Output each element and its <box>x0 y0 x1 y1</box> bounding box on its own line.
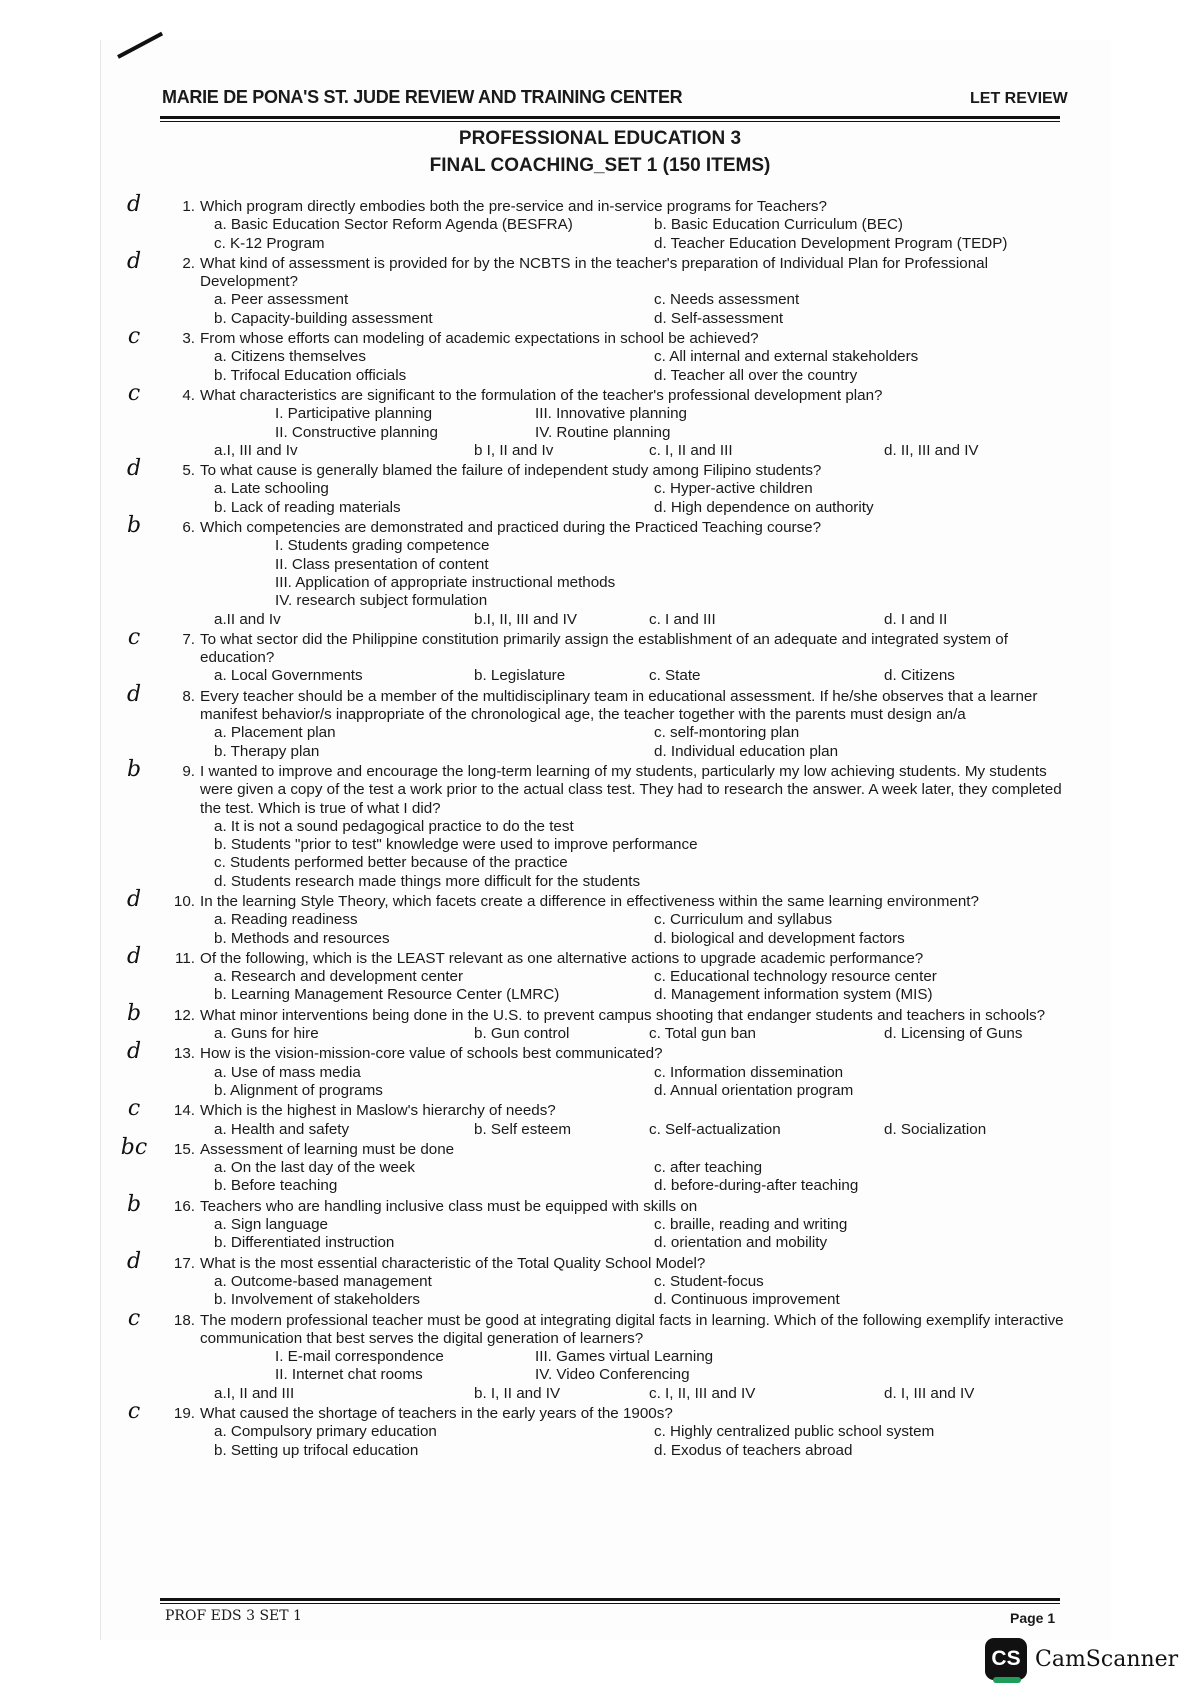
answer-option-group <box>214 818 1070 891</box>
handwritten-answer: d <box>126 248 142 274</box>
answer-option: b. Learning Management Resource Center (LMRC) <box>214 986 560 1004</box>
question-item <box>120 456 1070 517</box>
answer-option: c. after teaching <box>654 1159 763 1177</box>
question-item <box>120 1134 1070 1196</box>
question-item <box>120 943 1070 1005</box>
answer-choice: d. Socialization <box>884 1120 987 1138</box>
roman-item: III. Innovative planning <box>535 405 687 423</box>
question-number: 19. <box>173 1405 195 1422</box>
question-number: 10. <box>173 892 195 910</box>
question-number: 2. <box>182 254 195 272</box>
header-rule <box>160 116 1060 119</box>
handwritten-answer: d <box>126 943 142 969</box>
question-text: From whose efforts can modeling of academic expectations in school be achieved? <box>200 330 759 348</box>
answer-option: c. K-12 Program <box>214 234 325 252</box>
question-number: 11. <box>175 949 195 967</box>
question-text: Assessment of learning must be done <box>200 1140 455 1158</box>
roman-item-group <box>275 1348 1070 1385</box>
question-number: 7. <box>182 630 195 648</box>
question-number: 12. <box>173 1006 195 1024</box>
answer-option-group <box>214 1159 1070 1196</box>
answer-option-group <box>214 216 1070 253</box>
handwritten-answer: b <box>126 1000 142 1026</box>
answer-option: a. Peer assessment <box>214 291 349 309</box>
answer-choice: a.I, II and III <box>214 1384 295 1402</box>
answer-option: a. Compulsory primary education <box>214 1423 437 1441</box>
answer-option: a. Sign language <box>214 1216 329 1234</box>
question-text: The modern professional teacher must be good at integrating digital facts in learning. Which of the following exemplify interactive communication that best serves the digital generation of learners? <box>200 1311 1064 1347</box>
handwritten-answer: bc <box>120 1134 148 1160</box>
answer-choice: d. I, III and IV <box>884 1384 975 1402</box>
handwritten-answer: d <box>126 456 142 482</box>
answer-option: b. Basic Education Curriculum (BEC) <box>654 216 903 234</box>
answer-option: d. before-during-after teaching <box>654 1177 859 1195</box>
question-text: I wanted to improve and encourage the long-term learning of my students, particularly my low achieving students. My students were given a copy of the test a work prior to the actual class test. They had to research the answer. A week later, they completed the test. Which is true of what I did? <box>200 762 1062 817</box>
answer-option: c. Needs assessment <box>654 291 800 309</box>
question-number: 6. <box>182 519 195 537</box>
question-item <box>120 1305 1070 1403</box>
answer-option: c. Students performed better because of the practice <box>214 854 568 872</box>
answer-option: a. Basic Education Sector Reform Agenda (BESFRA) <box>214 216 573 234</box>
answer-option: d. orientation and mobility <box>654 1234 828 1252</box>
answer-option: c. Student-focus <box>654 1272 764 1290</box>
question-text: In the learning Style Theory, which facets create a difference in effectiveness within the same learning environment? <box>200 892 979 910</box>
answer-option-group <box>214 1423 1070 1460</box>
answer-option: b. Alignment of programs <box>214 1081 383 1099</box>
answer-option: c. self-montoring plan <box>654 724 800 742</box>
question-item <box>120 886 1070 948</box>
answer-option: c. Educational technology resource center <box>654 968 937 986</box>
answer-option: b. Involvement of stakeholders <box>214 1291 420 1309</box>
handwritten-answer: b <box>126 756 142 782</box>
roman-item: I. Participative planning <box>275 405 433 423</box>
answer-choice: c. Self-actualization <box>649 1120 781 1138</box>
question-number: 13. <box>173 1045 195 1063</box>
answer-choice-group <box>214 1385 1070 1403</box>
roman-item: I. E-mail correspondence <box>275 1348 444 1366</box>
answer-option: d. High dependence on authority <box>654 498 874 516</box>
answer-choice: b I, II and Iv <box>474 441 554 459</box>
answer-option: b. Methods and resources <box>214 929 390 947</box>
camscanner-label: CamScanner <box>1035 1646 1179 1672</box>
question-item <box>120 1039 1070 1100</box>
answer-option: d. Teacher all over the country <box>654 366 858 384</box>
answer-option: b. Trifocal Education officials <box>214 366 407 384</box>
question-number: 14. <box>173 1102 195 1120</box>
answer-option-group <box>214 1273 1070 1310</box>
answer-choice-group <box>214 611 1070 629</box>
answer-option: c. Hyper-active children <box>654 480 813 498</box>
answer-option-group <box>214 1216 1070 1253</box>
answer-option: a. Use of mass media <box>214 1063 361 1081</box>
answer-choice: b.I, II, III and IV <box>474 610 577 628</box>
answer-option: b. Students "prior to test" knowledge were used to improve performance <box>214 836 698 854</box>
header-tag: LET REVIEW <box>970 90 1068 107</box>
header-rule-thin <box>160 121 1060 122</box>
roman-item: III. Games virtual Learning <box>535 1348 714 1366</box>
handwritten-answer: d <box>126 192 142 217</box>
handwritten-answer: c <box>127 1096 141 1122</box>
question-number: 5. <box>182 462 195 480</box>
answer-choice: d. Citizens <box>884 667 955 685</box>
center-name: MARIE DE PONA'S ST. JUDE REVIEW AND TRAINING CENTER <box>162 87 683 107</box>
answer-option: d. Management information system (MIS) <box>654 986 933 1004</box>
question-text: How is the vision-mission-core value of schools best communicated? <box>200 1045 663 1063</box>
roman-item: III. Application of appropriate instructional methods <box>275 573 616 591</box>
answer-option: c. Information dissemination <box>654 1063 844 1081</box>
question-item <box>120 192 1070 253</box>
answer-choice-group <box>214 1121 1070 1139</box>
roman-item: IV. Routine planning <box>535 423 671 441</box>
camscanner-watermark <box>985 1638 1178 1680</box>
roman-item: II. Constructive planning <box>275 423 438 441</box>
answer-option: c. Curriculum and syllabus <box>654 911 833 929</box>
answer-option: d. Continuous improvement <box>654 1291 840 1309</box>
answer-choice-group <box>214 442 1070 460</box>
answer-option: b. Before teaching <box>214 1177 338 1195</box>
question-item <box>120 1000 1070 1044</box>
answer-choice: a.II and Iv <box>214 610 281 628</box>
question-text: Which is the highest in Maslow's hierarchy of needs? <box>200 1102 556 1120</box>
answer-option: c. braille, reading and writing <box>654 1216 848 1234</box>
question-text: Which program directly embodies both the pre-service and in-service programs for Teachers? <box>200 198 827 215</box>
footer-rule-thin <box>160 1603 1060 1604</box>
answer-option: b. Setting up trifocal education <box>214 1441 419 1459</box>
answer-option: d. Self-assessment <box>654 309 784 327</box>
answer-option-group <box>214 480 1070 517</box>
answer-option: a. Late schooling <box>214 480 329 498</box>
handwritten-answer: c <box>127 1305 141 1331</box>
answer-option: c. Highly centralized public school system <box>654 1423 935 1441</box>
question-text: What characteristics are significant to the formulation of the teacher's professional development plan? <box>200 386 883 404</box>
handwritten-answer: c <box>127 624 141 650</box>
answer-option: a. It is not a sound pedagogical practice to do the test <box>214 817 574 835</box>
answer-option: d. Students research made things more difficult for the students <box>214 872 641 890</box>
question-number: 1. <box>182 198 195 215</box>
answer-option: b. Lack of reading materials <box>214 498 401 516</box>
answer-option: b. Capacity-building assessment <box>214 309 433 327</box>
camscanner-icon: CS <box>985 1638 1027 1680</box>
question-item <box>120 324 1070 385</box>
question-text: Every teacher should be a member of the multidisciplinary team in educational assessment. If he/she observes that a learner manifest behavior/s inappropriate of the chronological age, the teacher together with the parents must design an/a <box>200 687 1038 724</box>
answer-option: d. Teacher Education Development Program (TEDP) <box>654 234 1008 252</box>
page-title: PROFESSIONAL EDUCATION 3 <box>458 128 742 149</box>
question-text: To what cause is generally blamed the failure of independent study among Filipino students? <box>200 462 822 480</box>
roman-item-group <box>275 537 1070 610</box>
question-list <box>120 192 1070 1460</box>
answer-choice: d. Licensing of Guns <box>884 1025 1023 1043</box>
answer-option: a. Research and development center <box>214 968 464 986</box>
question-item <box>120 1248 1070 1310</box>
answer-option: d. Annual orientation program <box>654 1081 854 1099</box>
question-item <box>120 248 1070 328</box>
answer-option: a. Placement plan <box>214 724 336 742</box>
answer-option-group <box>214 911 1070 948</box>
question-item <box>120 1096 1070 1139</box>
question-text: What minor interventions being done in the U.S. to prevent campus shooting that endanger students and teachers in schools? <box>200 1006 1046 1024</box>
answer-choice: a.I, III and Iv <box>214 441 298 459</box>
question-item <box>120 1191 1070 1253</box>
question-number: 18. <box>173 1311 195 1329</box>
handwritten-answer: d <box>126 1248 142 1274</box>
answer-option: b. Therapy plan <box>214 742 320 760</box>
question-number: 16. <box>173 1197 195 1215</box>
answer-choice-group <box>214 1025 1070 1043</box>
question-number: 4. <box>182 386 195 404</box>
handwritten-answer: d <box>126 886 142 912</box>
handwritten-answer: b <box>126 1191 142 1217</box>
handwritten-answer: c <box>127 324 141 350</box>
answer-option: a. Reading readiness <box>214 911 358 929</box>
answer-option-group <box>214 1064 1070 1101</box>
handwritten-answer: c <box>127 380 141 406</box>
roman-item: I. Students grading competence <box>275 537 490 555</box>
answer-choice: d. II, III and IV <box>884 441 979 459</box>
answer-option: b. Differentiated instruction <box>214 1234 395 1252</box>
answer-option: d. biological and development factors <box>654 929 905 947</box>
footer-set-label: PROF EDS 3 SET 1 <box>165 1608 302 1624</box>
question-text: What caused the shortage of teachers in the early years of the 1900s? <box>200 1405 673 1422</box>
answer-option-group <box>214 291 1070 328</box>
answer-choice: b. Gun control <box>474 1025 570 1043</box>
question-item <box>120 624 1070 686</box>
answer-option: a. Citizens themselves <box>214 348 366 366</box>
question-item <box>120 681 1070 761</box>
answer-option-group <box>214 724 1070 761</box>
answer-choice: c. State <box>649 667 701 685</box>
question-text: Which competencies are demonstrated and practiced during the Practiced Teaching course? <box>200 519 822 537</box>
answer-option-group <box>214 348 1070 385</box>
question-item <box>120 756 1070 891</box>
question-text: Of the following, which is the LEAST relevant as one alternative actions to upgrade academic performance? <box>200 949 924 967</box>
answer-choice: c. I, II and III <box>649 441 733 459</box>
answer-option: a. Outcome-based management <box>214 1272 432 1290</box>
question-text: What kind of assessment is provided for by the NCBTS in the teacher's preparation of Individual Plan for Professional Development? <box>200 254 988 291</box>
answer-option: a. On the last day of the week <box>214 1159 415 1177</box>
answer-choice: a. Guns for hire <box>214 1025 319 1043</box>
question-item <box>120 1399 1070 1460</box>
answer-choice: a. Local Governments <box>214 667 363 685</box>
roman-item: II. Internet chat rooms <box>275 1366 423 1384</box>
page-subtitle: FINAL COACHING_SET 1 (150 ITEMS) <box>429 155 771 176</box>
footer-rule <box>160 1598 1060 1601</box>
roman-item: IV. research subject formulation <box>275 592 488 610</box>
question-text: To what sector did the Philippine constitution primarily assign the establishment of an adequate and integrated system of education? <box>200 630 1008 667</box>
answer-choice-group <box>214 667 1070 685</box>
page-number: Page 1 <box>1010 1610 1056 1626</box>
answer-option: d. Individual education plan <box>654 742 839 760</box>
answer-choice: c. I and III <box>649 610 716 628</box>
roman-item: II. Class presentation of content <box>275 555 489 573</box>
answer-choice: d. I and II <box>884 610 948 628</box>
answer-choice: c. I, II, III and IV <box>649 1384 756 1402</box>
answer-choice: a. Health and safety <box>214 1120 350 1138</box>
answer-choice: b. Legislature <box>474 667 566 685</box>
answer-option: c. All internal and external stakeholders <box>654 348 919 366</box>
handwritten-answer: b <box>126 513 142 539</box>
roman-item-group <box>275 405 1070 442</box>
question-number: 15. <box>173 1140 195 1158</box>
answer-choice: b. Self esteem <box>474 1120 572 1138</box>
handwritten-answer: d <box>126 681 142 707</box>
question-number: 17. <box>173 1254 195 1272</box>
handwritten-answer: c <box>127 1399 141 1424</box>
answer-option-group <box>214 968 1070 1005</box>
question-number: 3. <box>182 330 195 348</box>
question-item <box>120 380 1070 460</box>
answer-option: d. Exodus of teachers abroad <box>654 1441 853 1459</box>
question-text: What is the most essential characteristic of the Total Quality School Model? <box>200 1254 706 1272</box>
question-number: 9. <box>182 762 195 780</box>
question-number: 8. <box>182 687 195 705</box>
roman-item: IV. Video Conferencing <box>535 1366 690 1384</box>
question-item <box>120 513 1070 629</box>
question-text: Teachers who are handling inclusive class must be equipped with skills on <box>200 1197 698 1215</box>
answer-choice: c. Total gun ban <box>649 1025 756 1043</box>
answer-choice: b. I, II and IV <box>474 1384 561 1402</box>
handwritten-answer: d <box>126 1039 142 1065</box>
